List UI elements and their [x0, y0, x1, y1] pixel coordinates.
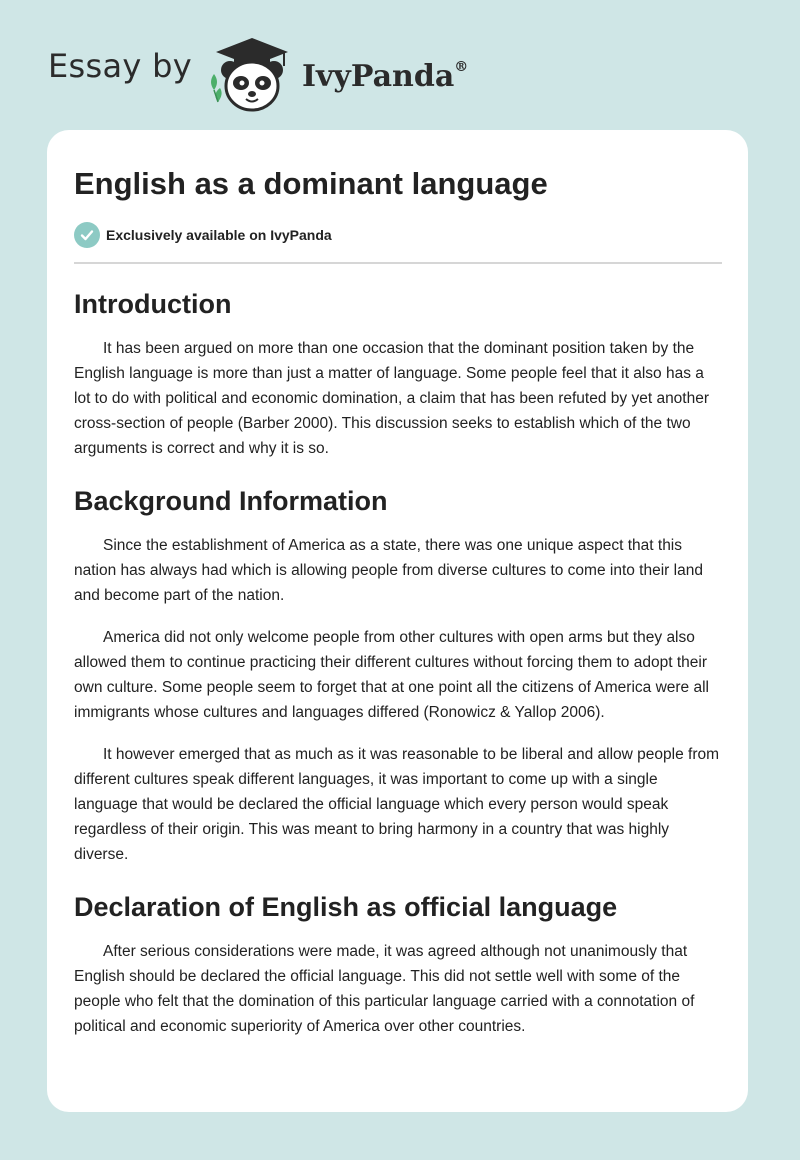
essay-card: [47, 130, 748, 1112]
exclusive-badge: [74, 222, 722, 264]
site-header: [48, 34, 468, 114]
brand-name[interactable]: [302, 59, 468, 94]
paragraph: It has been argued on more than one occasion that the dominant position taken by the English language is more than just a matter of language. Some people feel that it also has a lot to do with political and economic domination, a claim that has been refuted by yet another cross-section of people (Barber 2000). This discussion seeks to establish which of the two arguments is correct and why it is so.: [74, 340, 710, 457]
section-heading: Declaration of English as official language: [74, 892, 618, 922]
paragraph: It however emerged that as much as it was reasonable to be liberal and allow people from different cultures speak different languages, it was important to come up with a single language that would be declared the official language which every person would speak regardless of their origin. This was meant to bring harmony in a country that was highly diverse.: [74, 746, 720, 863]
exclusive-label: Exclusively available on IvyPanda: [106, 227, 332, 243]
registered-mark: ®: [454, 58, 469, 75]
section-heading: Background Information: [74, 486, 388, 516]
essay-by-label: Essay by: [48, 47, 192, 85]
brand-text: IvyPanda: [301, 58, 455, 94]
section-background: [74, 481, 722, 867]
section-declaration: [74, 887, 722, 1039]
page-title: English as a dominant language: [74, 166, 548, 201]
panda-logo-icon[interactable]: [206, 34, 298, 114]
section-introduction: [74, 284, 722, 461]
check-icon: [74, 222, 100, 248]
paragraph: Since the establishment of America as a state, there was one unique aspect that this nation has always had which is allowing people from diverse cultures to come into their land and become part of the nation.: [74, 537, 703, 604]
paragraph: After serious considerations were made, it was agreed although not unanimously that English should be declared the official language. This did not settle well with some of the people who felt that the domination of this particular language carried with a connotation of political and economic superiority of America over other countries.: [74, 943, 695, 1035]
section-heading: Introduction: [74, 289, 232, 319]
paragraph: America did not only welcome people from other cultures with open arms but they also allowed them to continue practicing their different cultures without forcing them to adopt their own culture. Some people seem to forget that at one point all the citizens of America were all immigrants whose cultures and languages differed (Ronowicz & Yallop 2006).: [74, 629, 709, 721]
